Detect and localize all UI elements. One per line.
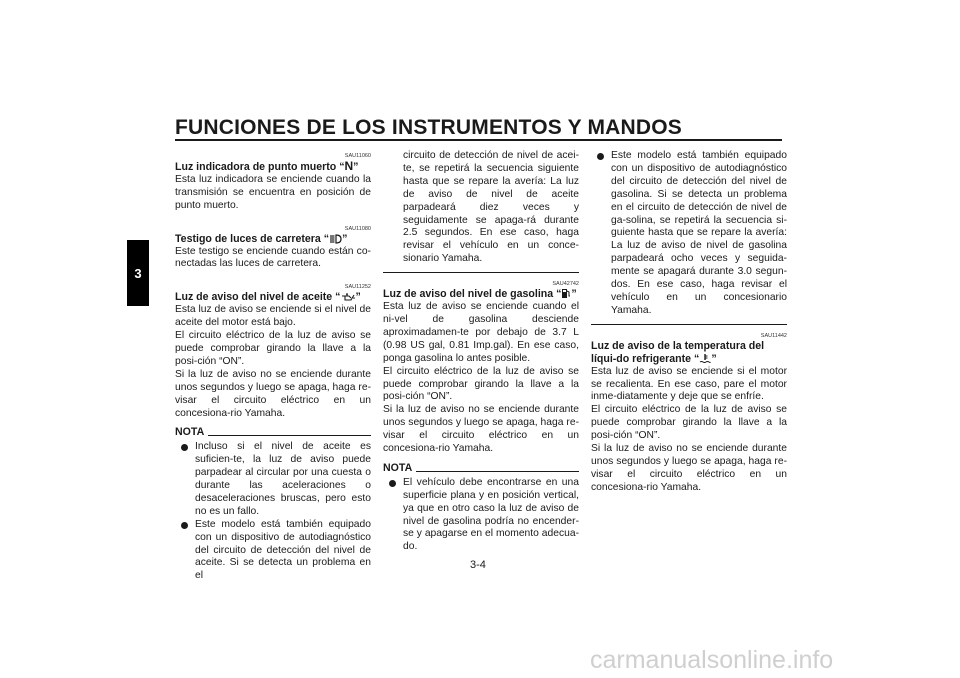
nota-end-rule — [383, 272, 579, 273]
paragraph: El circuito eléctrico de la luz de aviso se puede comprobar girando la llave a la posi-ción “ON”. — [383, 365, 579, 403]
nota-label: NOTA — [175, 426, 205, 439]
bullet-icon — [389, 480, 396, 487]
heading-quote: ” — [571, 288, 577, 301]
fuel-pump-icon — [561, 288, 571, 299]
coolant-temperature-icon — [699, 353, 711, 364]
paragraph: Esta luz indicadora se enciende cuando la transmisión se encuentra en posición de punto muerto. — [175, 173, 371, 211]
nota-end-rule — [591, 324, 787, 325]
nota-header — [383, 462, 579, 475]
page-title: FUNCIONES DE LOS INSTRUMENTOS Y MANDOS — [175, 116, 682, 139]
column-2 — [383, 150, 579, 554]
list-item — [591, 150, 787, 318]
paragraph: Si la luz de aviso no se enciende durante unos segundos y luego se apaga, haga re-visar el circuito eléctrico en un concesiona-rio Yamaha. — [175, 368, 371, 419]
heading-text: Luz indicadora de punto muerto “ — [175, 161, 345, 173]
paragraph: Esta luz de aviso se enciende si el motor se recalienta. En ese caso, pare el motor inme-diatamente y deje que se enfríe. — [591, 365, 787, 403]
list-item-text: Este modelo está también equipado con un dispositivo de autodiagnóstico del circuito de detección del nivel de aceite. Si se detecta un problema en el — [195, 518, 371, 582]
section-code: SAU11060 — [344, 153, 371, 159]
paragraph: Si la luz de aviso no se enciende durante unos segundos y luego se apaga, haga re-visar el circuito eléctrico en un concesiona-rio Yamaha. — [383, 404, 579, 455]
section-code: SAU11252 — [344, 284, 371, 291]
paragraph: Esta luz de aviso se enciende si el nivel de aceite del motor está bajo. — [175, 304, 371, 329]
paragraph: Si la luz de aviso no se enciende durante unos segundos y luego se apaga, haga re-visar el circuito eléctrico en un concesiona-rio Yamaha. — [591, 443, 787, 493]
title-rule — [175, 139, 782, 141]
section-code: SAU11442 — [760, 332, 787, 339]
column-3 — [591, 150, 787, 495]
heading-quote: ” — [353, 161, 359, 173]
paragraph: El circuito eléctrico de la luz de aviso se puede comprobar girando la llave a la posi-ción “ON”. — [175, 330, 371, 367]
heading-text: Luz de aviso de la temperatura del líqui-do refrigerante “ — [591, 339, 765, 365]
nota-list-continued — [591, 150, 787, 318]
bullet-icon — [181, 444, 188, 451]
heading-text: Testigo de luces de carretera “ — [175, 232, 330, 245]
section-heading-coolant — [591, 340, 787, 366]
paragraph: Este testigo se enciende cuando están co-nectadas las luces de carretera. — [175, 245, 371, 270]
nota-list-continued — [383, 150, 579, 266]
page-number: 3-4 — [470, 559, 486, 571]
nota-list — [175, 441, 371, 583]
heading-quote: ” — [355, 291, 361, 304]
section-heading-high-beam — [175, 233, 371, 246]
section-heading-neutral — [175, 160, 371, 174]
section-code: SAU42742 — [552, 281, 579, 288]
nota-header — [175, 426, 371, 439]
oil-can-icon — [340, 292, 355, 302]
nota-list — [383, 477, 579, 554]
list-item-text: circuito de detección de nivel de acei-te, se repetirá la secuencia siguiente hasta que se repare la avería: La luz de aviso de nivel de aceite parpadeará diez veces y seguidamente se apaga-rá durante 2.5 segundos. En ese caso, haga revisar el vehículo en un conce-sionario Yamaha. — [403, 150, 579, 265]
bullet-icon — [597, 153, 604, 160]
list-item-text: Este modelo está también equipado con un dispositivo de autodiagnóstico del circuito de detección del nivel de gasolina. Si se detecta un problema en el circuito de detección de nivel de ga-solina, se repetirá la secuencia si-guiente hasta que se repare la avería: La luz de aviso de nivel de gasolina parpadeará ocho veces y seguida-mente se apagará durante 3.0 segun-dos. En ese caso, haga revisar el vehículo en un concesionario Yamaha. — [611, 150, 787, 316]
heading-text: Luz de aviso del nivel de aceite “ — [175, 291, 341, 304]
chapter-tab[interactable]: 3 — [127, 240, 149, 306]
list-item — [383, 150, 579, 266]
list-item — [383, 477, 579, 554]
list-item-text: El vehículo debe encontrarse en una superficie plana y en posición vertical, ya que en otro caso la luz de aviso de nivel de gasolina podría no encender-se y apagarse en el momento adecua-do. — [403, 476, 579, 553]
watermark: carmanualsonline.info — [590, 646, 834, 674]
nota-label: NOTA — [383, 461, 413, 474]
heading-quote: ” — [342, 232, 348, 245]
column-1 — [175, 150, 371, 583]
heading-text: Luz de aviso del nivel de gasolina “ — [383, 288, 562, 301]
neutral-n-icon: N — [344, 159, 354, 173]
bullet-icon — [181, 522, 188, 529]
section-heading-fuel — [383, 288, 579, 301]
list-item — [175, 519, 371, 584]
list-item-text: Incluso si el nivel de aceite es suficien-te, la luz de aviso puede parpadear al circular por una cuesta o durante las aceleraciones o desaceleraciones bruscas, pero esto no es un fallo. — [195, 441, 371, 517]
heading-quote: ” — [711, 352, 717, 365]
section-heading-oil — [175, 291, 371, 304]
paragraph: Esta luz de aviso se enciende cuando el ni-vel de gasolina desciende aproximadamen-te por debajo de 3.7 L (0.98 US gal, 0.81 Imp.gal). En ese caso, ponga gasolina lo antes posible. — [383, 301, 579, 364]
paragraph: El circuito eléctrico de la luz de aviso se puede comprobar girando la llave a la posi-ción “ON”. — [591, 404, 787, 442]
section-code: SAU11080 — [344, 225, 371, 232]
list-item — [175, 441, 371, 518]
high-beam-icon — [329, 234, 342, 244]
